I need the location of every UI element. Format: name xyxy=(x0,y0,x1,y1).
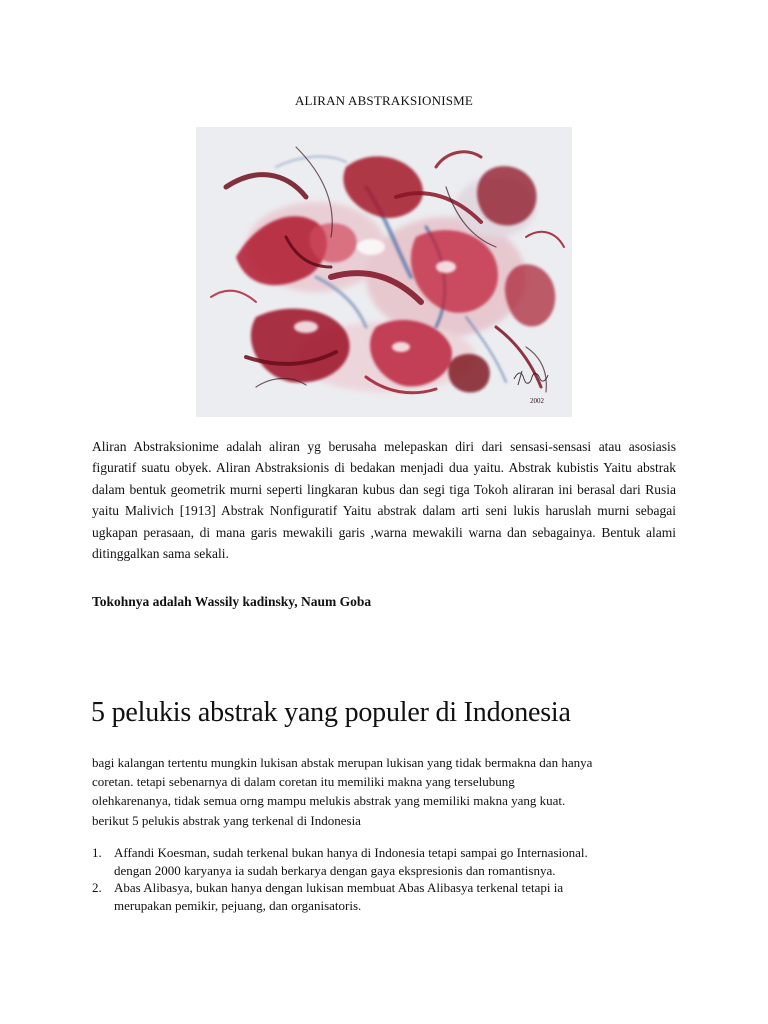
section-heading: 5 pelukis abstrak yang populer di Indonesia xyxy=(91,697,571,728)
intro-paragraph: Aliran Abstraksionime adalah aliran yg berusaha melepaskan diri dari sensasi-sensasi atau asosiasis figuratif suatu obyek. Aliran Abstraksionis di bedakan menjadi dua yaitu. Abstrak kubistis Yaitu abstrak dalam bentuk geometrik murni seperti lingkaran kubus dan segi tiga Tokoh aliraran ini berasal dari Rusia yaitu Malivich [1913] Abstrak Nonfiguratif Yaitu abstrak dalam arti seni lukis haruslah murni sebagai ugkapan perasaan, di mana garis mewakili garis ,warna mewakili warna dan sebagainya. Bentuk alami ditinggalkan sama sekali. xyxy=(92,439,676,562)
painters-list xyxy=(92,844,692,914)
list-item xyxy=(92,879,692,914)
list-item-number: 1. xyxy=(92,845,102,860)
document-title: ALIRAN ABSTRAKSIONISME xyxy=(294,93,474,108)
list-item xyxy=(92,844,692,879)
list-item-text: dengan 2000 karyanya ia sudah berkarya dengan gaya ekspresionis dan romantisnya. xyxy=(114,862,556,878)
section-intro-line: olehkarenanya, tidak semua orng mampu melukis abstrak yang memiliki makna yang kuat. xyxy=(92,793,566,809)
section-intro-line: coretan. tetapi sebenarnya di dalam coretan itu memiliki makna yang terselubung xyxy=(92,774,515,790)
list-item-text: Affandi Koesman, sudah terkenal bukan hanya di Indonesia tetapi sampai go Internasional. xyxy=(114,845,588,860)
painting-signature-text: 2002 xyxy=(530,397,544,405)
list-item-number: 2. xyxy=(92,880,102,896)
abstract-painting-image xyxy=(196,127,572,417)
section-intro-line: berikut 5 pelukis abstrak yang terkenal di Indonesia xyxy=(92,812,361,828)
list-item-text: Abas Alibasya, bukan hanya dengan lukisan membuat Abas Alibasya terkenal tetapi ia xyxy=(114,880,564,896)
section-intro-line: bagi kalangan tertentu mungkin lukisan abstak merupan lukisan yang tidak bermakna dan hanya xyxy=(92,755,593,770)
list-item-text: merupakan pemikir, pejuang, dan organisatoris. xyxy=(114,897,362,913)
tokoh-line: Tokohnya adalah Wassily kadinsky, Naum Goba xyxy=(92,594,372,609)
section-intro xyxy=(92,753,692,830)
